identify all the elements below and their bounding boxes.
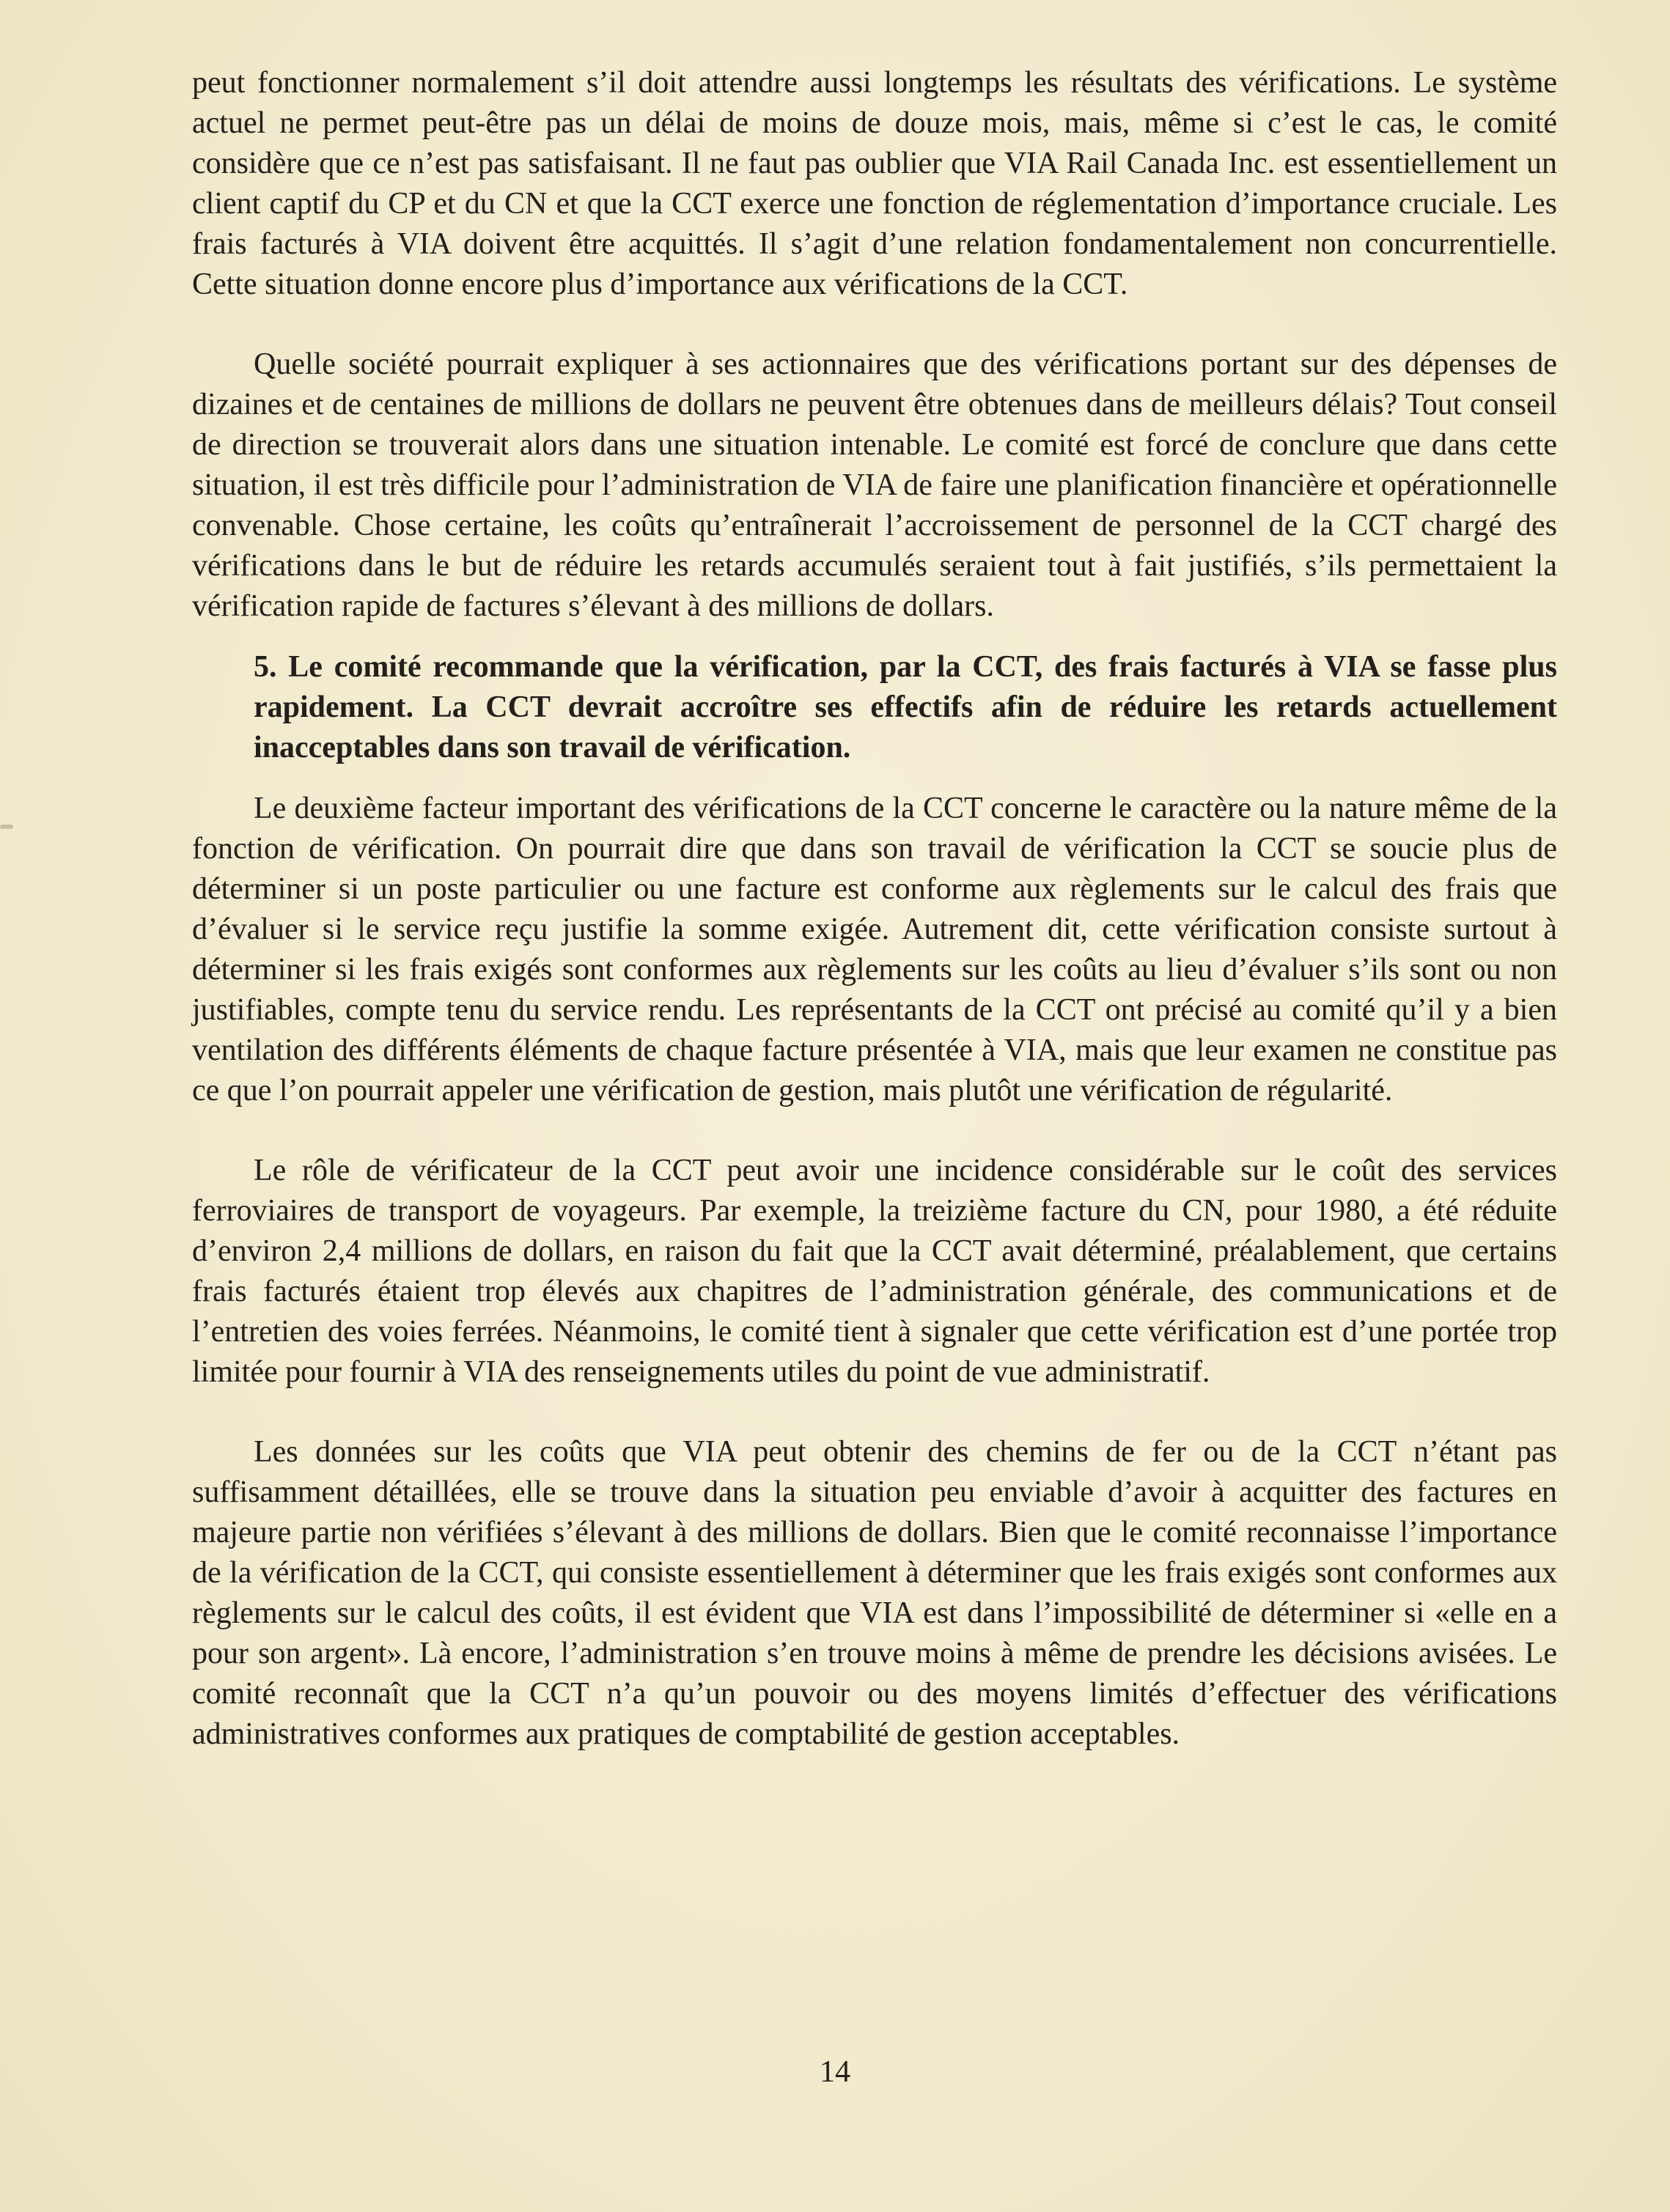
paragraph-second-factor: Le deuxième facteur important des vérifications de la CCT concerne le caractère ou la nature même de la fonction de vérification. On pourrait dire que dans son travail de vérification la CCT se soucie plus de déterminer si un poste particulier ou une facture est conforme aux règlements sur le calcul des frais que d’évaluer si le service reçu justifie la somme exigée. Autrement dit, cette vérification consiste surtout à déterminer si les frais exigés sont conformes aux règlements sur les coûts au lieu d’évaluer s’ils sont ou non justifiables, compte tenu du service rendu. Les représentants de la CCT ont précisé au comité qu’il y a bien ventilation des différents éléments de chaque facture présentée à VIA, mais que leur examen ne constitue pas ce que l’on pourrait appeler une vérification de gestion, mais plutôt une vérification de régularité. xyxy=(192,792,1557,1107)
scan-edge-mark xyxy=(0,825,13,829)
text-column xyxy=(192,63,1557,1755)
paragraph-continuation: peut fonctionner normalement s’il doit attendre aussi longtemps les résultats des vérifications. Le système actuel ne permet peut-être pas un délai de moins de douze mois, mais, même si c’est le cas, le comité considère que ce n’est pas satisfaisant. Il ne faut pas oublier que VIA Rail Canada Inc. est essentiellement un client captif du CP et du CN et que la CCT exerce une fonction de réglementation d’importance cruciale. Les frais facturés à VIA doivent être acquittés. Il s’agit d’une relation fondamentalement non concurrentielle. Cette situation donne encore plus d’importance aux vérifications de la CCT. xyxy=(192,66,1557,301)
recommendation-text: Le comité recommande que la vérification, par la CCT, des frais facturés à VIA se fasse plus rapidement. La CCT devrait accroître ses effectifs afin de réduire les retards actuellement inacceptables dans son travail de vérification. xyxy=(254,650,1558,764)
recommendation-number: 5. xyxy=(254,650,277,684)
recommendation-5 xyxy=(192,647,1557,768)
paragraph-shareholders: Quelle société pourrait expliquer à ses actionnaires que des vérifications portant sur des dépenses de dizaines et de centaines de millions de dollars ne peuvent être obtenues dans de meilleurs délais? Tout conseil de direction se trouverait alors dans une situation intenable. Le comité est forcé de conclure que dans cette situation, il est très difficile pour l’administration de VIA de faire une planification financière et opérationnelle convenable. Chose certaine, les coûts qu’entraînerait l’accroissement de personnel de la CCT chargé des vérifications dans le but de réduire les retards accumulés seraient tout à fait justifiés, s’ils permettaient la vérification rapide de factures s’élevant à des millions de dollars. xyxy=(192,347,1557,623)
page-number: 14 xyxy=(820,2055,850,2089)
paragraph-cost-data: Les données sur les coûts que VIA peut obtenir des chemins de fer ou de la CCT n’étant pas suffisamment détaillées, elle se trouve dans la situation peu enviable d’avoir à acquitter des factures en majeure partie non vérifiées s’élevant à des millions de dollars. Bien que le comité reconnaisse l’importance de la vérification de la CCT, qui consiste essentiellement à déterminer que les frais exigés sont conformes aux règlements sur le calcul des coûts, il est évident que VIA est dans l’impossibilité de déterminer si «elle en a pour son argent». Là encore, l’administration s’en trouve moins à même de prendre les décisions avisées. Le comité reconnaît que la CCT n’a qu’un pouvoir ou des moyens limités d’effectuer des vérifications administratives conformes aux pratiques de comptabilité de gestion acceptables. xyxy=(192,1435,1557,1751)
paragraph-auditor-role: Le rôle de vérificateur de la CCT peut avoir une incidence considérable sur le coût des services ferroviaires de transport de voyageurs. Par exemple, la treizième facture du CN, pour 1980, a été réduite d’environ 2,4 millions de dollars, en raison du fait que la CCT avait déterminé, préalablement, que certains frais facturés étaient trop élevés aux chapitres de l’administration générale, des communications et de l’entretien des voies ferrées. Néanmoins, le comité tient à signaler que cette vérification est d’une portée trop limitée pour fournir à VIA des renseignements utiles du point de vue administratif. xyxy=(192,1154,1557,1389)
